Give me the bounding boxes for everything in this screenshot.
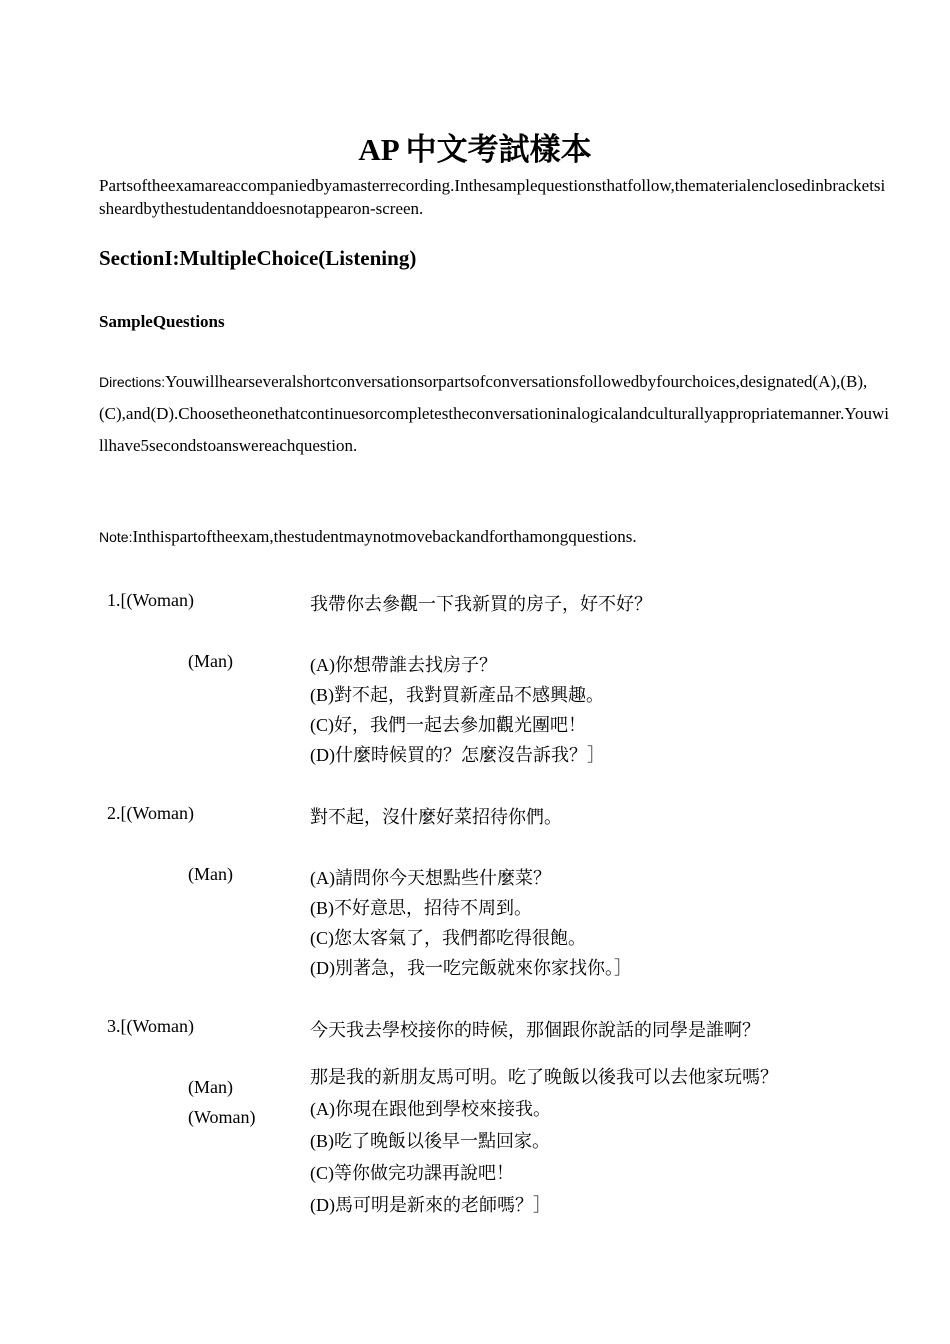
option-b: (B)對不起，我對買新產品不感興趣。 xyxy=(310,685,604,705)
option-d: (D)別著急，我一吃完飯就來你家找你。］ xyxy=(310,958,632,978)
note-text: Inthispartoftheexam,thestudentmaynotmovebackandforthamongquestions. xyxy=(132,527,637,546)
option-c: (C)等你做完功課再說吧！ xyxy=(310,1163,514,1183)
option-a: (A)請問你今天想點些什麼菜？ xyxy=(310,868,551,888)
option-a: (A)你想帶誰去找房子？ xyxy=(310,655,497,675)
speaker-woman: (Woman) xyxy=(188,1107,256,1127)
option-d: (D)馬可明是新來的老師嗎？］ xyxy=(310,1195,551,1215)
question-number: 2.[(Woman) xyxy=(107,803,195,823)
option-a: (A)你現在跟他到學校來接我。 xyxy=(310,1099,551,1119)
option-b: (B)不好意思，招待不周到。 xyxy=(310,898,532,918)
option-d: (D)什麼時候買的？怎麼沒告訴我？］ xyxy=(310,745,605,765)
question-number: 3.[(Woman) xyxy=(107,1016,195,1036)
speaker-man: (Man) xyxy=(188,1077,233,1097)
directions-text-2: (C),and(D).Choosetheonethatcontinuesorcompletestheconversationinalogicalandculturallyappropriatemanner.Youwillhave5secondstoanswereachquestion. xyxy=(99,404,889,455)
intro-paragraph: Partsoftheexamareaccompaniedbyamasterrecording.Inthesamplequestionsthatfollow,thematerialenclosedinbracketsisheardbythestudentanddoesnotappearon-screen. xyxy=(99,176,886,218)
option-c: (C)您太客氣了，我們都吃得很飽。 xyxy=(310,928,586,948)
page-title: AP 中文考試樣本 xyxy=(358,132,592,167)
note-paragraph xyxy=(99,523,889,551)
sample-questions-heading: SampleQuestions xyxy=(99,312,225,331)
speaker-man: (Man) xyxy=(188,651,233,671)
option-c: (C)好，我們一起去參加觀光團吧！ xyxy=(310,715,586,735)
directions-text: Youwillhearseveralshortconversationsorpartsofconversationsfollowedbyfourchoices,designated(A),(B), xyxy=(165,372,868,391)
question-prompt: 我帶你去參觀一下我新買的房子，好不好？ xyxy=(310,594,652,614)
section-heading: SectionI:MultipleChoice(Listening) xyxy=(99,246,417,270)
man-line: 那是我的新朋友馬可明。吃了晚飯以後我可以去他家玩嗎？ xyxy=(310,1067,778,1087)
directions-paragraph xyxy=(99,366,889,462)
question-prompt: 今天我去學校接你的時候，那個跟你說話的同學是誰啊？ xyxy=(310,1020,760,1040)
option-b: (B)吃了晚飯以後早一點回家。 xyxy=(310,1131,550,1151)
note-label: Note: xyxy=(99,529,133,545)
directions-label: Directions: xyxy=(99,374,166,390)
speaker-man: (Man) xyxy=(188,864,233,884)
question-prompt: 對不起，沒什麼好菜招待你們。 xyxy=(310,807,562,827)
question-number: 1.[(Woman) xyxy=(107,590,195,610)
